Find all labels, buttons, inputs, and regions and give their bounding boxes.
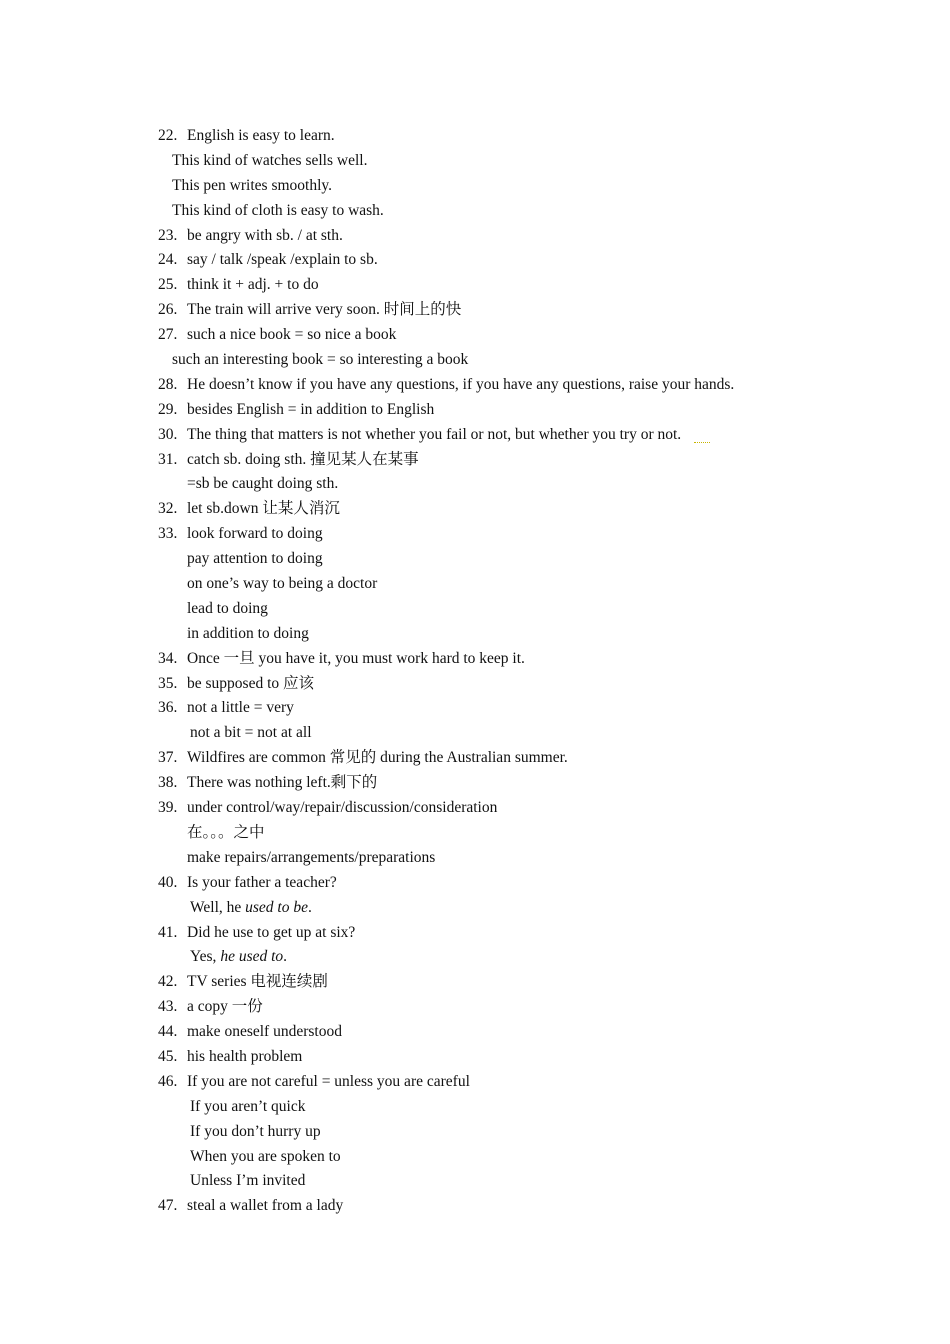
item-text: The thing that matters is not whether you fail or not, but whether you try or not.	[187, 425, 682, 443]
list-item-continuation	[0, 1120, 950, 1145]
item-text: steal a wallet from a lady	[187, 1197, 344, 1215]
item-text: Once 一旦 you have it, you must work hard to keep it.	[187, 649, 525, 667]
item-text: say / talk /speak /explain to sb.	[187, 251, 378, 269]
item-text: When you are spoken to	[190, 1147, 341, 1165]
answer-prefix: Yes,	[190, 948, 221, 966]
item-number: 42.	[158, 973, 178, 991]
item-number: 44.	[158, 1023, 178, 1041]
list-item-32	[0, 497, 950, 522]
item-text: his health problem	[187, 1047, 303, 1065]
spellcheck-underline	[694, 439, 710, 443]
item-text: let sb.down 让某人消沉	[187, 500, 340, 518]
item-text: be angry with sb. / at sth.	[187, 226, 343, 244]
item-number: 37.	[158, 749, 178, 767]
item-text: catch sb. doing sth. 撞见某人在某事	[187, 450, 419, 468]
item-text: on one’s way to being a doctor	[187, 575, 378, 593]
item-text: such an interesting book = so interesting a book	[172, 351, 469, 369]
list-item-continuation	[0, 846, 950, 871]
item-text: be supposed to 应该	[187, 674, 315, 692]
list-item-continuation	[0, 572, 950, 597]
item-text: He doesn’t know if you have any questions, if you have any questions, raise your hands.	[187, 375, 735, 393]
list-item-continuation	[0, 721, 950, 746]
list-item-43	[0, 995, 950, 1020]
list-item-continuation	[0, 1145, 950, 1170]
list-item-40	[0, 871, 950, 896]
list-item-34	[0, 647, 950, 672]
document-page	[0, 124, 950, 1219]
item-text	[190, 896, 312, 921]
item-text: lead to doing	[187, 599, 268, 617]
list-item-36	[0, 696, 950, 721]
answer-suffix: .	[283, 948, 288, 966]
list-item-25	[0, 273, 950, 298]
item-text: in addition to doing	[187, 624, 309, 642]
list-item-45	[0, 1045, 950, 1070]
item-text: look forward to doing	[187, 525, 323, 543]
list-item-30	[0, 423, 950, 448]
list-item-23	[0, 224, 950, 249]
item-number: 22.	[158, 127, 178, 144]
item-text: The train will arrive very soon. 时间上的快	[187, 301, 462, 319]
item-text: =sb be caught doing sth.	[187, 475, 339, 493]
item-number: 38.	[158, 774, 178, 792]
list-item-continuation	[0, 821, 950, 846]
item-text: pay attention to doing	[187, 550, 323, 568]
list-item-41	[0, 921, 950, 946]
item-text: If you aren’t quick	[190, 1097, 306, 1115]
list-item-continuation	[0, 896, 950, 921]
item-text: Is your father a teacher?	[187, 873, 337, 891]
answer-suffix: .	[308, 898, 312, 916]
item-number: 34.	[158, 649, 178, 667]
list-item-continuation	[0, 1169, 950, 1194]
item-number: 28.	[158, 375, 178, 393]
item-number: 32.	[158, 500, 178, 518]
item-number: 31.	[158, 450, 178, 468]
list-item-continuation	[0, 1095, 950, 1120]
list-item-37	[0, 746, 950, 771]
list-item-continuation	[0, 149, 950, 174]
item-number: 30.	[158, 425, 178, 443]
item-text: This pen writes smoothly.	[172, 176, 333, 194]
item-number: 24.	[158, 251, 178, 269]
item-text: 在。。。之中	[187, 823, 265, 841]
item-text: such a nice book = so nice a book	[187, 326, 397, 344]
item-number: 36.	[158, 699, 178, 717]
item-text: make repairs/arrangements/preparations	[187, 848, 436, 866]
item-text: TV series 电视连续剧	[187, 973, 328, 991]
answer-emphasis: used to be	[245, 898, 308, 916]
item-number: 39.	[158, 799, 178, 817]
item-text: under control/way/repair/discussion/consideration	[187, 799, 498, 817]
list-item-35	[0, 672, 950, 697]
item-number: 23.	[158, 226, 178, 244]
item-number: 41.	[158, 923, 178, 941]
item-number: 40.	[158, 873, 178, 891]
list-item-continuation	[0, 597, 950, 622]
item-text: a copy 一份	[187, 998, 263, 1016]
item-text: besides English = in addition to English	[187, 400, 435, 418]
item-text	[190, 945, 287, 970]
item-text: not a little = very	[187, 699, 294, 717]
item-number: 26.	[158, 301, 178, 319]
list-item-continuation	[0, 547, 950, 572]
list-item-33	[0, 522, 950, 547]
list-item-28	[0, 373, 950, 398]
item-text: If you don’t hurry up	[190, 1122, 321, 1140]
list-item-31	[0, 448, 950, 473]
list-item-39	[0, 796, 950, 821]
list-item-continuation	[0, 174, 950, 199]
list-item-29	[0, 398, 950, 423]
item-number: 33.	[158, 525, 178, 543]
item-text: There was nothing left.剩下的	[187, 774, 378, 792]
item-number: 27.	[158, 326, 178, 344]
list-item-42	[0, 970, 950, 995]
list-item-24	[0, 248, 950, 273]
item-text: not a bit = not at all	[190, 724, 312, 742]
item-text: Wildfires are common 常见的 during the Australian summer.	[187, 749, 568, 767]
list-item-continuation	[0, 622, 950, 647]
list-item-22	[0, 124, 950, 149]
list-item-continuation	[0, 348, 950, 373]
list-item-46	[0, 1070, 950, 1095]
item-number: 47.	[158, 1197, 178, 1215]
list-item-continuation	[0, 472, 950, 497]
item-number: 29.	[158, 400, 178, 418]
list-item-44	[0, 1020, 950, 1045]
item-text: Unless I’m invited	[190, 1172, 306, 1190]
item-number: 25.	[158, 276, 178, 294]
list-item-27	[0, 323, 950, 348]
item-text: English is easy to learn.	[187, 127, 335, 144]
item-text: This kind of cloth is easy to wash.	[172, 201, 384, 219]
answer-emphasis: he used to	[220, 948, 284, 966]
item-number: 45.	[158, 1047, 178, 1065]
item-text: think it + adj. + to do	[187, 276, 319, 294]
item-number: 43.	[158, 998, 178, 1016]
answer-prefix: Well, he	[190, 898, 246, 916]
list-item-continuation	[0, 199, 950, 224]
item-text: If you are not careful = unless you are careful	[187, 1072, 470, 1090]
list-item-continuation	[0, 945, 950, 970]
list-item-47	[0, 1194, 950, 1219]
item-text: Did he use to get up at six?	[187, 923, 356, 941]
item-text: This kind of watches sells well.	[172, 151, 368, 169]
item-text: make oneself understood	[187, 1023, 342, 1041]
item-number: 35.	[158, 674, 178, 692]
item-number: 46.	[158, 1072, 178, 1090]
list-item-26	[0, 298, 950, 323]
list-item-38	[0, 771, 950, 796]
